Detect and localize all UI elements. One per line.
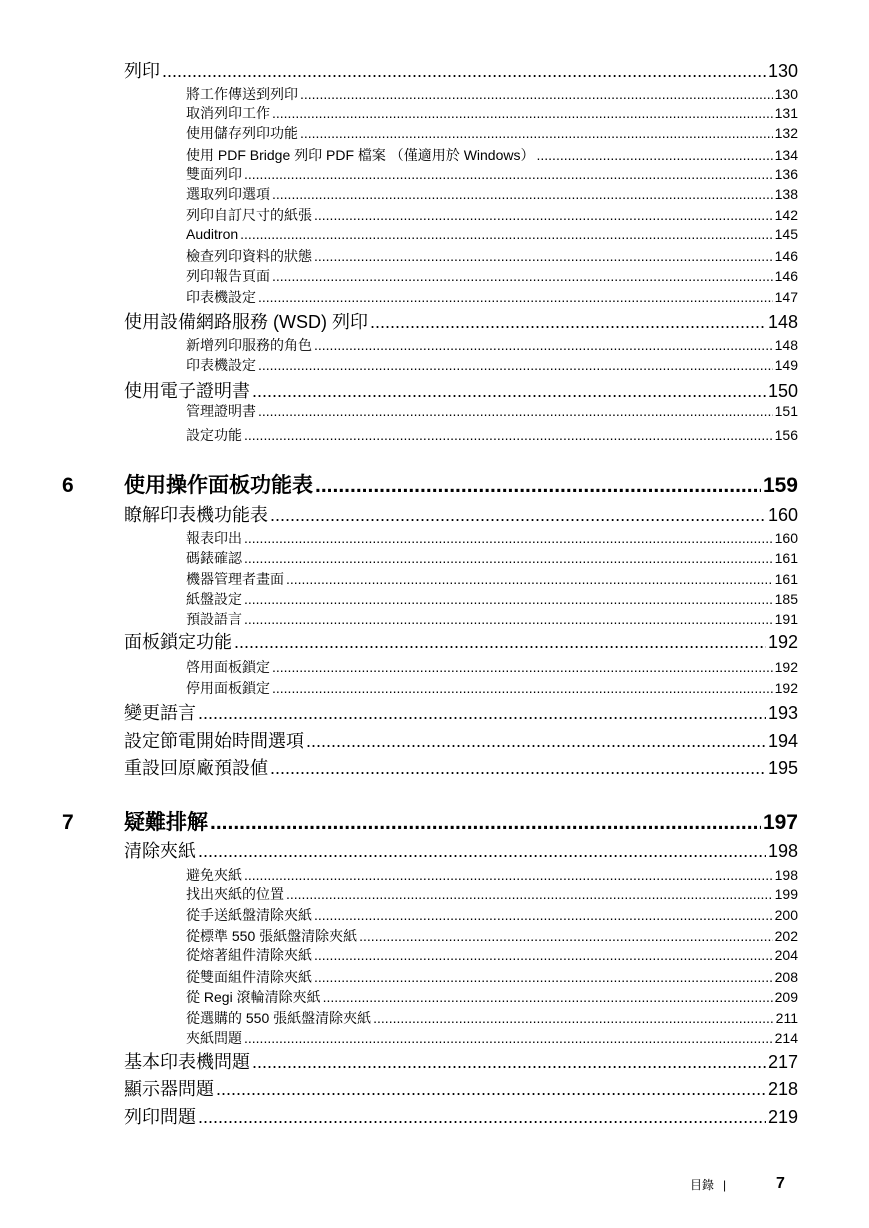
toc-entry-title: 預設語言 [186,611,242,627]
toc-entry-title: 從雙面組件清除夾紙 [186,969,312,985]
toc-section-entry[interactable] [124,506,798,528]
toc-entry-title: 取消列印工作 [186,105,270,121]
dot-leader [286,887,773,901]
footer-page-number: 7 [776,1175,785,1192]
dot-leader [314,908,773,922]
toc-entry-page-number: 147 [774,289,798,305]
toc-subsection-entry[interactable] [186,249,798,266]
toc-entry-page-number: 142 [774,207,798,223]
dot-leader [314,338,773,352]
toc-entry-title: 檢查列印資料的狀態 [186,248,312,264]
toc-entry-title: 啓用面板鎖定 [186,659,270,675]
toc-subsection-entry[interactable] [186,358,798,375]
toc-entry-page-number: 156 [774,427,798,443]
dot-leader [244,551,773,565]
toc-entry-page-number: 145 [774,226,798,242]
dot-leader [359,929,773,943]
toc-entry-title: 疑難排解 [124,811,208,834]
toc-subsection-entry[interactable] [186,87,798,104]
toc-section-entry[interactable] [124,732,798,754]
toc-entry-page-number: 185 [774,591,798,607]
toc-entry-page-number: 208 [774,969,798,985]
toc-subsection-entry[interactable] [186,227,798,244]
toc-entry-title: 使用電子證明書 [124,381,250,401]
toc-entry-title: 新增列印服務的角色 [186,337,312,353]
toc-entry-title: 機器管理者畫面 [186,571,284,587]
toc-entry-page-number: 199 [774,886,798,902]
toc-entry-title: 將工作傳送到列印 [186,86,298,102]
toc-entry-page-number: 198 [774,867,798,883]
toc-subsection-entry[interactable] [186,572,798,589]
toc-entry-page-number: 209 [774,989,798,1005]
toc-entry-page-number: 160 [774,530,798,546]
toc-entry-page-number: 218 [767,1079,798,1099]
dot-leader [272,660,773,674]
toc-entry-page-number: 192 [774,680,798,696]
toc-entry-title: 從選購的 550 張紙盤清除夾紙 [186,1010,372,1026]
toc-entry-title: 重設回原廠預設値 [124,758,268,778]
toc-entry-title: 印表機設定 [186,357,256,373]
dot-leader [244,428,773,442]
dot-leader [314,970,773,984]
toc-subsection-entry[interactable] [186,990,798,1007]
dot-leader [314,948,773,962]
dot-leader [537,148,773,162]
toc-chapter-entry[interactable] [124,812,798,838]
toc-entry-page-number: 211 [775,1010,798,1026]
toc-subsection-entry[interactable] [186,929,798,946]
toc-entry-page-number: 202 [774,928,798,944]
toc-entry-page-number: 192 [774,659,798,675]
dot-leader [306,732,766,750]
toc-subsection-entry[interactable] [186,612,798,629]
toc-section-entry[interactable] [124,1053,798,1075]
toc-subsection-entry[interactable] [186,868,798,885]
dot-leader [314,208,773,222]
toc-subsection-entry[interactable] [186,208,798,225]
toc-subsection-entry[interactable] [186,404,798,421]
toc-entry-title: 從手送紙盤清除夾紙 [186,907,312,923]
toc-entry-title: 避免夾紙 [186,867,242,883]
toc-entry-page-number: 161 [774,571,798,587]
toc-subsection-entry[interactable] [186,1011,798,1028]
toc-subsection-entry[interactable] [186,531,798,548]
toc-subsection-entry[interactable] [186,948,798,965]
toc-entry-page-number: 149 [774,357,798,373]
toc-entry-title: 從標準 550 張紙盤清除夾紙 [186,928,358,944]
toc-subsection-entry[interactable] [186,338,798,355]
toc-entry-title: 使用操作面板功能表 [124,474,313,497]
toc-section-entry[interactable] [124,842,798,864]
toc-entry-title: 管理證明書 [186,403,256,419]
toc-entry-page-number: 131 [774,105,798,121]
toc-entry-page-number: 161 [774,550,798,566]
toc-entry-title: 列印報告頁面 [186,268,270,284]
dot-leader [270,506,766,524]
dot-leader [162,62,766,80]
dot-leader [252,1053,766,1071]
dot-leader [234,633,766,651]
footer-section-label: 目錄 [690,1178,715,1192]
dot-leader [252,382,766,400]
toc-entry-page-number: 138 [774,186,798,202]
dot-leader [198,842,766,860]
dot-leader [198,704,766,722]
toc-entry-page-number: 191 [774,611,798,627]
toc-entry-title: Auditron [186,226,239,242]
toc-entry-page-number: 214 [774,1030,798,1046]
toc-entry-title: 設定節電開始時間選項 [124,731,304,751]
toc-subsection-entry[interactable] [186,660,798,677]
dot-leader [258,404,773,418]
toc-section-entry[interactable] [124,704,798,726]
toc-section-entry[interactable] [124,62,798,84]
toc-subsection-entry[interactable] [186,1031,798,1048]
toc-entry-title: 停用面板鎖定 [186,680,270,696]
chapter-number: 6 [62,474,74,497]
toc-entry-title: 從熔著組件清除夾紙 [186,947,312,963]
toc-subsection-entry[interactable] [186,428,798,445]
toc-subsection-entry[interactable] [186,908,798,925]
dot-leader [315,475,761,496]
dot-leader [258,290,773,304]
toc-entry-page-number: 151 [774,403,798,419]
toc-entry-title: 使用設備網路服務 (WSD) 列印 [124,312,368,332]
toc-subsection-entry[interactable] [186,592,798,609]
dot-leader [272,187,773,201]
toc-entry-page-number: 198 [767,841,798,861]
toc-section-entry[interactable] [124,759,798,781]
toc-section-entry[interactable] [124,633,798,655]
dot-leader [216,1080,766,1098]
toc-entry-page-number: 146 [774,248,798,264]
toc-entry-page-number: 160 [767,505,798,525]
toc-section-entry[interactable] [124,382,798,404]
footer-separator: | [723,1178,727,1192]
toc-entry-title: 基本印表機問題 [124,1052,250,1072]
toc-entry-title: 找出夾紙的位置 [186,886,284,902]
toc-entry-title: 紙盤設定 [186,591,242,607]
toc-entry-page-number: 197 [762,811,798,834]
toc-entry-page-number: 192 [767,632,798,652]
toc-entry-page-number: 134 [774,147,798,163]
toc-subsection-entry[interactable] [186,148,798,165]
toc-section-entry[interactable] [124,313,798,335]
toc-entry-title: 列印問題 [124,1107,196,1127]
dot-leader [300,87,773,101]
toc-entry-title: 使用 PDF Bridge 列印 PDF 檔案 （僅適用於 Windows） [186,147,535,163]
toc-entry-page-number: 219 [767,1107,798,1127]
toc-entry-page-number: 194 [767,731,798,751]
dot-leader [244,592,773,606]
toc-entry-title: 列印 [124,61,160,81]
dot-leader [244,531,773,545]
toc-entry-page-number: 136 [774,166,798,182]
toc-subsection-entry[interactable] [186,106,798,123]
toc-entry-title: 設定功能 [186,427,242,443]
toc-subsection-entry[interactable] [186,290,798,307]
dot-leader [210,812,761,833]
toc-entry-title: 報表印出 [186,530,242,546]
toc-entry-title: 顯示器問題 [124,1079,214,1099]
dot-leader [272,681,773,695]
chapter-number: 7 [62,811,74,834]
toc-entry-title: 雙面列印 [186,166,242,182]
dot-leader [244,868,773,882]
dot-leader [300,126,773,140]
dot-leader [272,106,773,120]
toc-entry-title: 從 Regi 滾輪清除夾紙 [186,989,321,1005]
toc-subsection-entry[interactable] [186,970,798,987]
toc-entry-page-number: 200 [774,907,798,923]
dot-leader [314,249,773,263]
toc-entry-title: 瞭解印表機功能表 [124,505,268,525]
toc-entry-title: 列印自訂尺寸的紙張 [186,207,312,223]
toc-entry-title: 使用儲存列印功能 [186,125,298,141]
dot-leader [244,612,773,626]
toc-entry-page-number: 132 [774,125,798,141]
toc-subsection-entry[interactable] [186,551,798,568]
toc-entry-page-number: 193 [767,703,798,723]
toc-entry-page-number: 204 [774,947,798,963]
toc-entry-page-number: 130 [767,61,798,81]
toc-entry-page-number: 159 [762,474,798,497]
toc-section-entry[interactable] [124,1108,798,1130]
toc-chapter-entry[interactable] [124,475,798,501]
dot-leader [270,759,766,777]
toc-subsection-entry[interactable] [186,681,798,698]
toc-subsection-entry[interactable] [186,126,798,143]
dot-leader [198,1108,766,1126]
toc-entry-title: 印表機設定 [186,289,256,305]
toc-entry-page-number: 217 [767,1052,798,1072]
toc-entry-title: 選取列印選項 [186,186,270,202]
toc-subsection-entry[interactable] [186,887,798,904]
toc-entry-page-number: 148 [774,337,798,353]
toc-entry-page-number: 150 [767,381,798,401]
dot-leader [323,990,773,1004]
toc-entry-title: 夾紙問題 [186,1030,242,1046]
toc-entry-page-number: 195 [767,758,798,778]
toc-entry-page-number: 148 [767,312,798,332]
toc-entry-page-number: 130 [774,86,798,102]
toc-subsection-entry[interactable] [186,167,798,184]
dot-leader [373,1011,774,1025]
toc-subsection-entry[interactable] [186,269,798,286]
toc-entry-title: 清除夾紙 [124,841,196,861]
toc-subsection-entry[interactable] [186,187,798,204]
dot-leader [272,269,773,283]
dot-leader [370,313,766,331]
dot-leader [244,1031,773,1045]
toc-entry-title: 變更語言 [124,703,196,723]
toc-entry-page-number: 146 [774,268,798,284]
toc-entry-title: 面板鎖定功能 [124,632,232,652]
dot-leader [258,358,773,372]
dot-leader [286,572,773,586]
dot-leader [240,227,772,241]
toc-entry-title: 碼錶確認 [186,550,242,566]
dot-leader [244,167,773,181]
toc-section-entry[interactable] [124,1080,798,1102]
